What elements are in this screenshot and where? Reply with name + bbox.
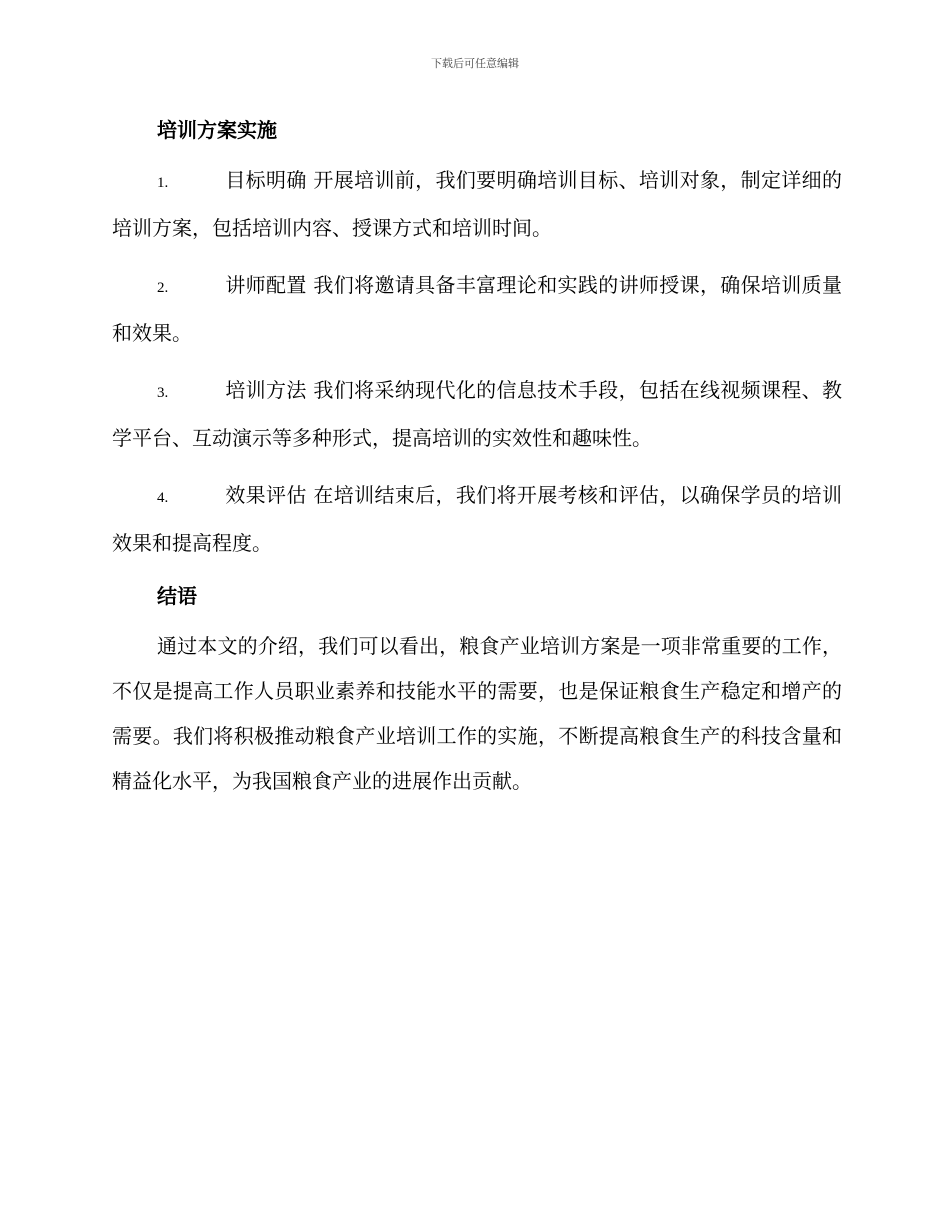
- document-body: [112, 112, 842, 804]
- list-item-number: 1.: [157, 175, 169, 191]
- conclusion-paragraph: 通过本文的介绍，我们可以看出，粮食产业培训方案是一项非常重要的工作，不仅是提高工作人员职业素养和技能水平的需要，也是保证粮食生产稳定和增产的需要。我们将积极推动粮食产业培训工作的实施，不断提高粮食生产的科技含量和精益化水平，为我国粮食产业的进展作出贡献。: [112, 634, 842, 793]
- list-item: [112, 158, 842, 251]
- section-heading-implementation: 培训方案实施: [157, 118, 277, 142]
- list-item-number: 2.: [157, 280, 169, 296]
- list-item-number: 3.: [157, 385, 169, 401]
- page-header: 下载后可任意编辑: [431, 57, 519, 70]
- list-item-number: 4.: [157, 490, 169, 506]
- list-item: [112, 263, 842, 356]
- list-item-text: 培训方法 我们将采纳现代化的信息技术手段，包括在线视频课程、教学平台、互动演示等多种形式，提高培训的实效性和趣味性。: [112, 378, 842, 450]
- list-item-text: 讲师配置 我们将邀请具备丰富理论和实践的讲师授课，确保培训质量和效果。: [112, 273, 842, 345]
- section-heading-conclusion: 结语: [157, 584, 197, 608]
- list-item-text: 效果评估 在培训结束后，我们将开展考核和评估，以确保学员的培训效果和提高程度。: [112, 483, 842, 555]
- list-item-text: 目标明确 开展培训前，我们要明确培训目标、培训对象，制定详细的培训方案，包括培训内容、授课方式和培训时间。: [112, 168, 842, 240]
- list-item: [112, 473, 842, 566]
- list-item: [112, 368, 842, 461]
